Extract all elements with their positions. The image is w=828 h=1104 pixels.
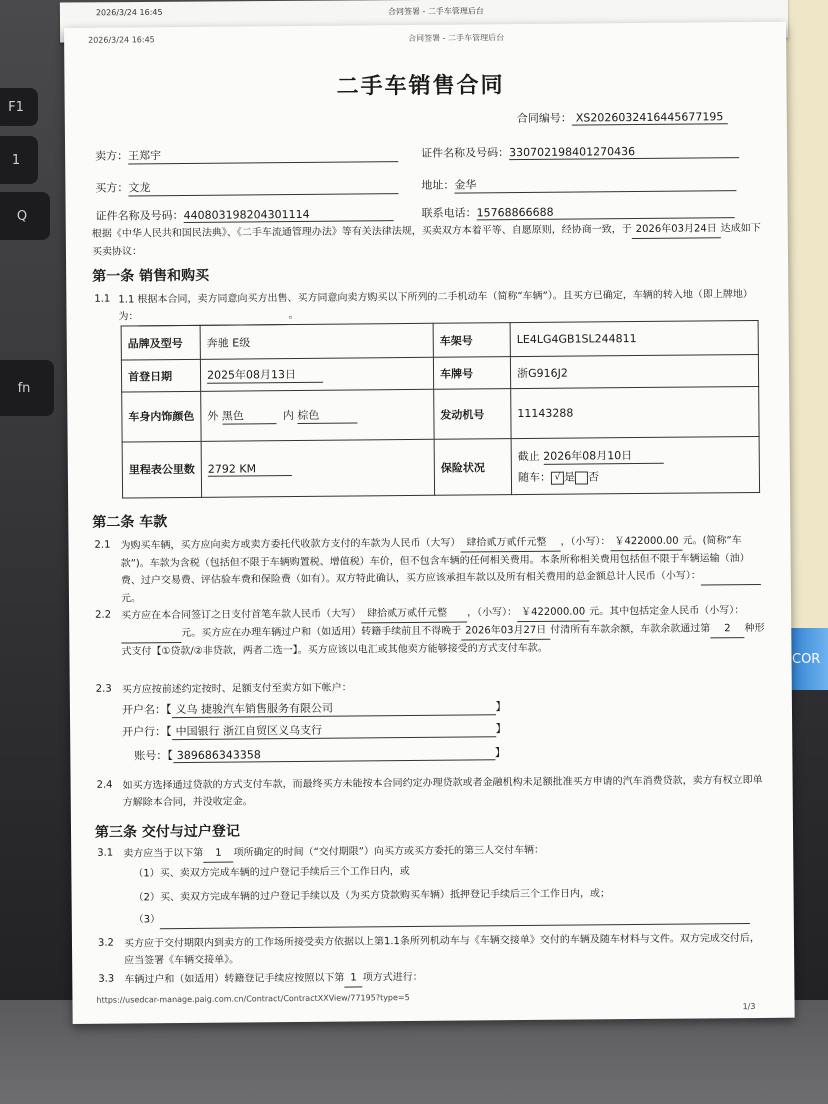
c22-c: 元。其中包括定金人民币（小写）： bbox=[589, 605, 745, 618]
seller-row bbox=[95, 145, 398, 165]
c21-upper: 肆拾贰万贰仟元整 bbox=[460, 534, 560, 553]
mileage-label: 里程表公里数 bbox=[122, 441, 201, 498]
c22-method: 2 bbox=[710, 620, 745, 638]
c22-amount: ￥422000.00 bbox=[517, 603, 589, 622]
engine-label: 发动机号 bbox=[434, 389, 511, 440]
preamble bbox=[92, 220, 764, 261]
page-title: 二手车销售合同 bbox=[336, 73, 505, 100]
key-1 bbox=[0, 136, 38, 184]
contract-no-label: 合同编号： bbox=[516, 111, 572, 126]
reg-label: 首登日期 bbox=[121, 359, 200, 392]
seller-id-row bbox=[421, 142, 739, 161]
preamble-tail: 达成如下买卖协议： bbox=[91, 222, 761, 258]
contract-page bbox=[64, 22, 795, 1024]
buyer-id-value: 440803198204301114 bbox=[184, 207, 394, 223]
c31-b: 项所确定的时间（“交付期限”）向买方或买方委托的第三人交付车辆： bbox=[233, 844, 544, 859]
vehicle-table bbox=[121, 320, 760, 499]
c31-a: 卖方应当于以下第 bbox=[123, 847, 204, 860]
bank-row bbox=[122, 720, 507, 740]
ext-color: 黑色 bbox=[222, 407, 276, 424]
clause-3-3 bbox=[124, 969, 423, 990]
c22-e: 付清所有车款余额，车款余款通过第 bbox=[550, 623, 711, 636]
color-cell bbox=[201, 389, 434, 441]
yes-label: 是 bbox=[563, 470, 575, 484]
brand-value: 奔驰 E级 bbox=[200, 323, 433, 359]
phone-row bbox=[422, 202, 735, 221]
clause-1-1-num: 1.1 bbox=[94, 293, 111, 305]
phone-value: 15768866688 bbox=[477, 204, 735, 220]
c31-option-3 bbox=[134, 906, 751, 929]
c22-a: 买方应在本合同签订之日支付首笔车款人民币（大写） bbox=[121, 608, 362, 622]
key-fn-label: fn bbox=[17, 380, 31, 396]
key-q-label: Q bbox=[16, 208, 28, 224]
account-name-row bbox=[122, 698, 507, 718]
c22-d: 元。买方应在办理车辆过户和（如适用）转籍手续前且不得晚于 bbox=[181, 625, 462, 639]
c21-c: 元。(简称“车款”)。车款为含税（包括但不限于车辆购置税、增值税）车价，但不包含车辆的任何相关费用。本条所称相关费用包括但不限于车辆运输（油）费、过户交易费、评估验车费和保险费（如有）。双方特此确认，买方应该承担车款以及所有相关费用的总金额总计人民币（小写）： bbox=[120, 535, 750, 587]
c22-upper: 肆拾贰万贰仟元整 bbox=[361, 605, 467, 624]
address-row bbox=[421, 174, 736, 194]
account-no-value: 389686343358 bbox=[173, 746, 495, 763]
key-q bbox=[0, 192, 50, 240]
seller-id-value: 330702198401270436 bbox=[509, 144, 739, 160]
clause-2-3-text: 买方应按前述约定按时、足额支付至卖方如下帐户： bbox=[121, 682, 352, 696]
ext-prefix: 外 bbox=[207, 409, 219, 423]
buyer-row bbox=[95, 177, 398, 197]
clause-2-4: 如买方选择通过贷款的方式支付车款，而最终买方未能按本合同约定办理贷款或者金融机构未足额批准买方申请的汽车消费贷款，卖方有权立即单方解除本合同，并没收定金。 bbox=[122, 774, 763, 809]
bank-value: 中国银行 浙江自贸区义乌支行 bbox=[172, 720, 496, 740]
footer-url: https://usedcar-manage.paig.com.cn/Contract/ContractXXView/77195?type=5 bbox=[96, 993, 410, 1005]
page-number: 1/3 bbox=[742, 1002, 756, 1012]
clause-2-3-num: 2.3 bbox=[95, 683, 112, 695]
c21-b: ，（小写）： bbox=[560, 536, 611, 548]
c31-item: 1 bbox=[203, 845, 234, 863]
c33-a: 车辆过户和（如适用）转籍登记手续应按照以下第 bbox=[124, 972, 345, 986]
c33-item: 1 bbox=[344, 969, 363, 987]
bank-label: 开户行：【 bbox=[122, 725, 172, 739]
contract-no bbox=[517, 108, 728, 126]
back-sheet-date: 2026/3/24 16:45 bbox=[95, 7, 163, 18]
plate-value: 浙G916J2 bbox=[510, 354, 758, 388]
key-fn bbox=[0, 360, 54, 416]
clause-2-1 bbox=[120, 532, 765, 608]
vin-label: 车架号 bbox=[433, 323, 510, 358]
back-sheet-header: 合同签署 - 二手车管理后台 bbox=[387, 6, 484, 17]
account-no-close: 】 bbox=[494, 746, 506, 760]
with-car-label: 随车： bbox=[517, 470, 551, 485]
preamble-text: 根据《中华人民共和国民法典》、《二手车流通管理办法》等有关法律法规，买卖双方本着平等、自愿原则，经协商一致，于 bbox=[91, 224, 632, 240]
plate-label: 车牌号 bbox=[433, 357, 510, 390]
clause-2-4-num: 2.4 bbox=[96, 779, 113, 791]
account-no-row bbox=[134, 744, 506, 763]
buyer-id-row bbox=[96, 205, 394, 224]
c22-f: 种形式支付【①贷款/②非贷款，两者二选一】。买方应该以电汇或其他卖方能够接受的方式支付车款。 bbox=[121, 622, 765, 658]
article1-title: 第一条 销售和购买 bbox=[92, 267, 210, 285]
c31-o3-label: （3） bbox=[133, 914, 161, 926]
clause-3-1 bbox=[123, 840, 767, 864]
insurance-label: 保险状况 bbox=[434, 439, 511, 496]
c21-a: 为购买车辆，买方应向卖方或卖方委托代收款方支付的车款为人民币（大写） bbox=[120, 537, 461, 552]
seller-value: 王郑宇 bbox=[128, 145, 398, 164]
yes-checkbox[interactable]: √ bbox=[551, 471, 564, 484]
address-value: 金华 bbox=[454, 174, 736, 193]
seller-label: 卖方： bbox=[95, 149, 129, 163]
int-color: 棕色 bbox=[297, 406, 357, 424]
c22-date: 2026年03月27日 bbox=[461, 622, 550, 641]
contract-no-value: XS2026032416445677195 bbox=[572, 110, 728, 125]
clause-3-2: 买方应于交付期限内到卖方的工作场所接受卖方依据以上第1.1条所列机动车与《车辆交接单》交付的车辆及随车材料与文件。双方完成交付后，应当签署《车辆交接单》。 bbox=[123, 932, 760, 967]
brand-label: 品牌及型号 bbox=[121, 325, 200, 360]
int-prefix: 内 bbox=[282, 409, 294, 423]
c33-b: 项方式进行： bbox=[362, 971, 423, 984]
ins-until: 截止 bbox=[517, 449, 540, 464]
color-label: 车身内饰颜色 bbox=[122, 391, 201, 442]
screen-text: COR bbox=[792, 651, 821, 667]
clause-3-1-num: 3.1 bbox=[97, 847, 114, 859]
ins-date: 2026年08月10日 bbox=[543, 447, 663, 465]
no-label: 否 bbox=[587, 470, 599, 484]
account-no-label: 账号：【 bbox=[134, 749, 173, 763]
clause-2-2-num: 2.2 bbox=[95, 609, 112, 621]
c21-amount: ￥422000.00 bbox=[610, 533, 682, 552]
print-date: 2026/3/24 16:45 bbox=[88, 35, 155, 45]
reg-value: 2025年08月13日 bbox=[207, 366, 323, 384]
insurance-cell bbox=[511, 436, 759, 494]
article3-title: 第三条 交付与过户登记 bbox=[94, 823, 240, 841]
c22-b: ，（小写）： bbox=[467, 607, 518, 619]
account-name-close: 】 bbox=[495, 700, 507, 714]
mileage-cell bbox=[201, 439, 434, 497]
c31-option-2: （2）买、卖双方完成车辆的过户登记手续以及（为买方贷款购买车辆）抵押登记手续后三个工作日内，或； bbox=[133, 888, 610, 904]
print-header: 合同签署 - 二手车管理后台 bbox=[408, 33, 505, 43]
mileage-value: 2792 KM bbox=[208, 462, 292, 477]
background-screen bbox=[788, 628, 828, 690]
account-name-label: 开户名：【 bbox=[121, 703, 172, 717]
clause-3-2-num: 3.2 bbox=[97, 937, 114, 949]
preamble-date: 2026年03月24日 bbox=[632, 220, 721, 239]
engine-value: 11143288 bbox=[511, 386, 759, 438]
clause-2-2 bbox=[121, 602, 765, 661]
bank-close: 】 bbox=[495, 722, 507, 736]
seller-id-label: 证件名称及号码： bbox=[421, 146, 510, 160]
vin-value: LE4LG4GB1SL244811 bbox=[510, 320, 758, 356]
buyer-value: 文龙 bbox=[128, 177, 398, 196]
key-1-label: 1 bbox=[11, 152, 21, 168]
clause-2-1-num: 2.1 bbox=[94, 539, 111, 551]
key-f1-label: F1 bbox=[8, 99, 24, 115]
account-name-value: 义乌 捷骏汽车销售服务有限公司 bbox=[171, 698, 495, 718]
clause-1-1-end: 。 bbox=[288, 309, 299, 322]
buyer-label: 买方： bbox=[95, 181, 129, 195]
article2-title: 第二条 车款 bbox=[92, 514, 168, 531]
buyer-id-label: 证件名称及号码： bbox=[95, 208, 184, 223]
c31-option-1: （1）买、卖双方完成车辆的过户登记手续后三个工作日内，或 bbox=[133, 866, 410, 880]
clause-1-1-text: 1.1 根据本合同，卖方同意向买方出售、买方同意向卖方购买以下所列的二手机动车（简称“车辆”）。且买方已确定，车辆的转入地（即上牌地）为： bbox=[118, 288, 753, 323]
c21-d: 元。 bbox=[120, 593, 142, 605]
no-checkbox[interactable] bbox=[575, 471, 588, 484]
phone-label: 联系电话： bbox=[421, 206, 477, 220]
reg-cell bbox=[200, 357, 433, 391]
clause-3-3-num: 3.3 bbox=[98, 973, 115, 985]
address-label: 地址： bbox=[421, 178, 455, 192]
key-f1 bbox=[0, 88, 38, 126]
